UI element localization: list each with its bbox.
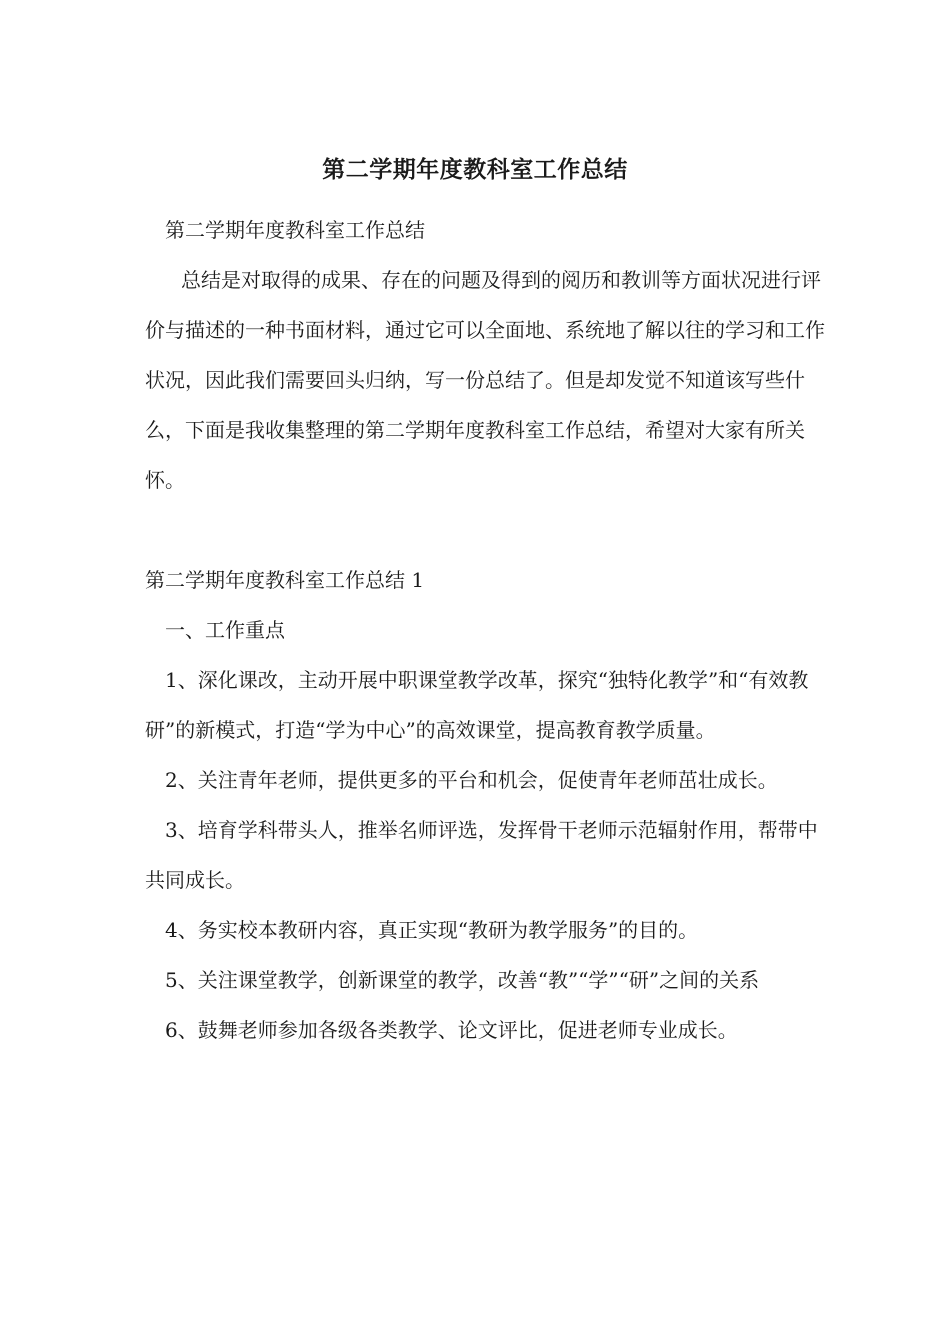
document-body <box>145 205 835 1055</box>
list-item: 3、培育学科带头人，推举名师评选，发挥骨干老师示范辐射作用，帮带中共同成长。 <box>145 818 818 892</box>
document-title: 第二学期年度教科室工作总结 <box>322 156 628 183</box>
section-heading: 一、工作重点 <box>165 618 285 642</box>
paragraph-spacer <box>145 505 835 555</box>
list-item: 2、关注青年老师，提供更多的平台和机会，促使青年老师茁壮成长。 <box>165 768 778 792</box>
list-item: 4、务实校本教研内容，真正实现“教研为教学服务”的目的。 <box>165 918 699 942</box>
list-item: 6、鼓舞老师参加各级各类教学、论文评比，促进老师专业成长。 <box>165 1018 738 1042</box>
subtitle-paragraph: 第二学期年度教科室工作总结 <box>165 218 425 242</box>
list-item: 1、深化课改，主动开展中职课堂教学改革，探究“独特化教学”和“有效教研”的新模式，打造“学为中心”的高效课堂，提高教育教学质量。 <box>145 668 809 742</box>
section-title: 第二学期年度教科室工作总结 1 <box>145 568 425 592</box>
list-item: 5、关注课堂教学，创新课堂的教学，改善“教”“学”“研”之间的关系 <box>165 968 760 992</box>
intro-paragraph: 总结是对取得的成果、存在的问题及得到的阅历和教训等方面状况进行评价与描述的一种书面材料，通过它可以全面地、系统地了解以往的学习和工作状况，因此我们需要回头归纳，写一份总结了。但是却发觉不知道该写些什么，下面是我收集整理的第二学期年度教科室工作总结，希望对大家有所关怀。 <box>145 268 825 492</box>
